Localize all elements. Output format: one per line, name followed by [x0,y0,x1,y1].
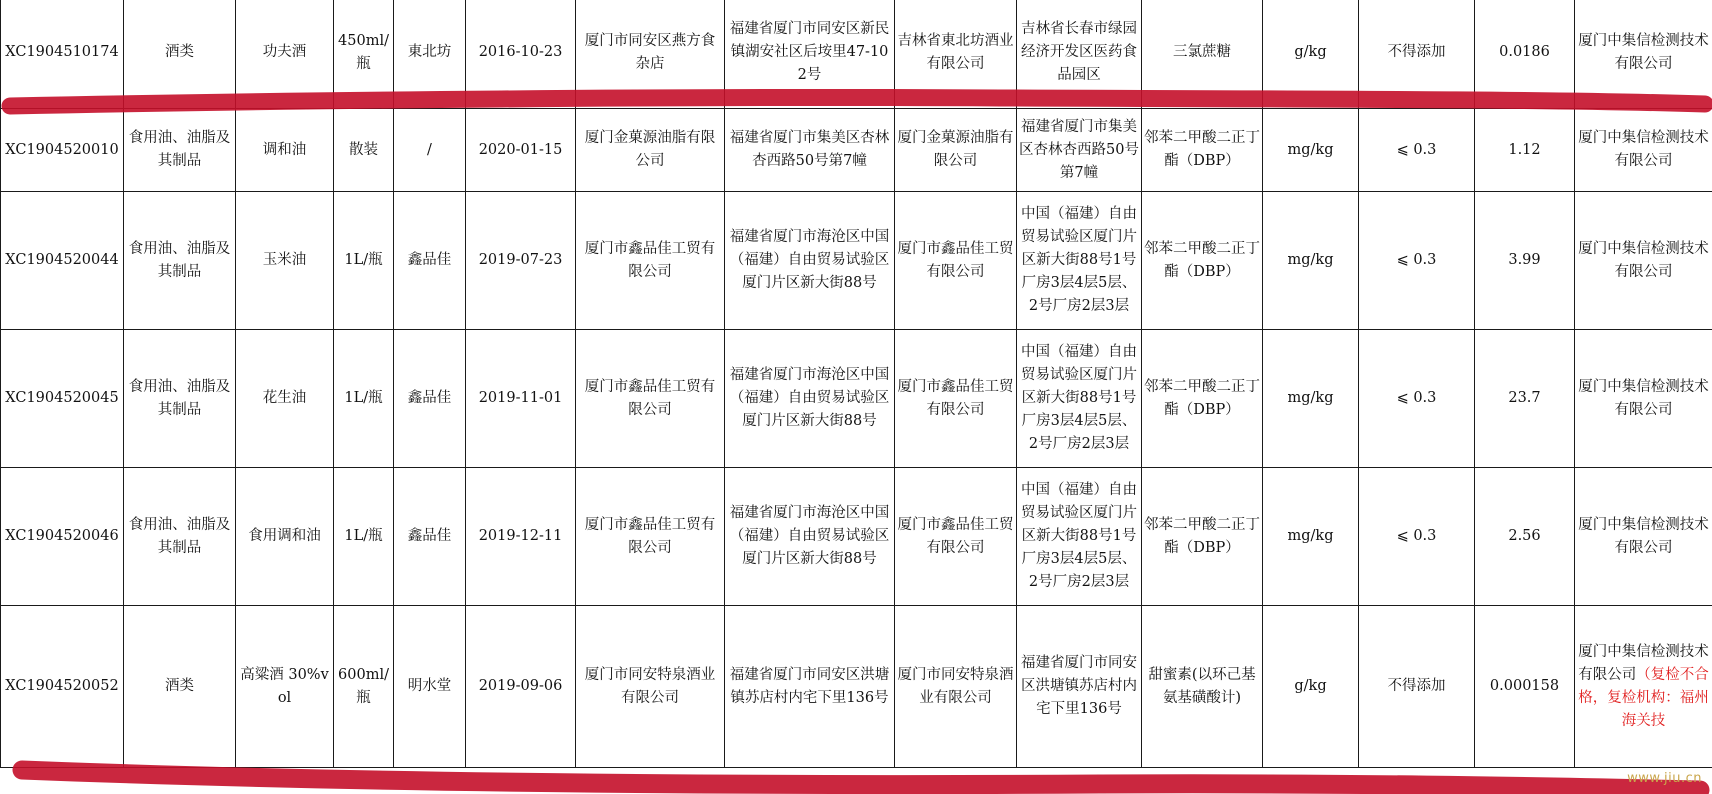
cell-unit: mg/kg [1263,468,1359,606]
cell-category: 食用油、油脂及其制品 [124,192,236,330]
cell-id: XC1904520045 [1,330,124,468]
cell-standard: 不得添加 [1359,0,1475,109]
cell-item: 邻苯二甲酸二正丁酯（DBP） [1142,468,1263,606]
cell-agency [1575,0,1712,109]
agency-text: 厦门中集信检测技术有限公司 [1578,643,1709,683]
cell-unit: g/kg [1263,606,1359,768]
cell-date: 2019-11-01 [466,330,576,468]
cell-result: 23.7 [1475,330,1575,468]
cell-item: 邻苯二甲酸二正丁酯（DBP） [1142,192,1263,330]
cell-maker: 厦门市鑫品佳工贸有限公司 [895,192,1017,330]
cell-result: 0.000158 [1475,606,1575,768]
cell-brand: 東北坊 [394,0,466,109]
cell-category: 酒类 [124,0,236,109]
cell-brand: 鑫品佳 [394,330,466,468]
cell-id: XC1904520044 [1,192,124,330]
cell-name: 功夫酒 [236,0,334,109]
cell-standard: ⩽ 0.3 [1359,468,1475,606]
agency-text: 厦门中集信检测技术有限公司 [1578,516,1709,556]
cell-unit: g/kg [1263,0,1359,109]
cell-sampled-address: 福建省厦门市海沧区中国（福建）自由贸易试验区厦门片区新大街88号 [725,192,895,330]
cell-name: 调和油 [236,109,334,192]
cell-unit: mg/kg [1263,109,1359,192]
cell-standard: 不得添加 [1359,606,1475,768]
cell-date: 2020-01-15 [466,109,576,192]
watermark-text: www.jiu.cn [1627,771,1702,786]
cell-maker-address: 中国（福建）自由贸易试验区厦门片区新大街88号1号厂房3层4层5层、2号厂房2层3层 [1017,330,1142,468]
cell-sampled-address: 福建省厦门市海沧区中国（福建）自由贸易试验区厦门片区新大街88号 [725,468,895,606]
cell-result: 3.99 [1475,192,1575,330]
cell-sampled-address: 福建省厦门市海沧区中国（福建）自由贸易试验区厦门片区新大街88号 [725,330,895,468]
cell-category: 酒类 [124,606,236,768]
cell-maker: 厦门金菓源油脂有限公司 [895,109,1017,192]
cell-sampled-address: 福建省厦门市集美区杏林杏西路50号第7幢 [725,109,895,192]
table-row [1,0,1712,109]
cell-category: 食用油、油脂及其制品 [124,330,236,468]
table-row [1,192,1712,330]
cell-brand: 鑫品佳 [394,468,466,606]
cell-agency [1575,468,1712,606]
red-marker-stroke-bottom [22,770,1700,790]
cell-spec: 1L/瓶 [334,468,394,606]
cell-result: 0.0186 [1475,0,1575,109]
cell-date: 2019-07-23 [466,192,576,330]
cell-result: 2.56 [1475,468,1575,606]
cell-spec: 450ml/瓶 [334,0,394,109]
cell-agency [1575,192,1712,330]
cell-maker-address: 中国（福建）自由贸易试验区厦门片区新大街88号1号厂房3层4层5层、2号厂房2层3层 [1017,192,1142,330]
cell-sampled-unit: 厦门金菓源油脂有限公司 [576,109,725,192]
cell-name: 食用调和油 [236,468,334,606]
cell-standard: ⩽ 0.3 [1359,192,1475,330]
cell-id: XC1904520046 [1,468,124,606]
table-row [1,109,1712,192]
cell-sampled-unit: 厦门市同安区燕方食杂店 [576,0,725,109]
table-row [1,606,1712,768]
cell-id: XC1904520052 [1,606,124,768]
cell-category: 食用油、油脂及其制品 [124,468,236,606]
cell-spec: 散装 [334,109,394,192]
cell-maker-address: 中国（福建）自由贸易试验区厦门片区新大街88号1号厂房3层4层5层、2号厂房2层3层 [1017,468,1142,606]
agency-text: 厦门中集信检测技术有限公司 [1578,378,1709,418]
cell-result: 1.12 [1475,109,1575,192]
cell-spec: 600ml/瓶 [334,606,394,768]
cell-date: 2016-10-23 [466,0,576,109]
recheck-note: （复检不合格，复检机构：福州海关技 [1578,666,1709,729]
cell-item: 邻苯二甲酸二正丁酯（DBP） [1142,330,1263,468]
cell-sampled-address: 福建省厦门市同安区新民镇湖安社区后垵里47-102号 [725,0,895,109]
cell-sampled-unit: 厦门市鑫品佳工贸有限公司 [576,468,725,606]
cell-brand: 鑫品佳 [394,192,466,330]
cell-item: 甜蜜素(以环己基氨基磺酸计) [1142,606,1263,768]
cell-date: 2019-09-06 [466,606,576,768]
cell-sampled-unit: 厦门市鑫品佳工贸有限公司 [576,330,725,468]
cell-name: 花生油 [236,330,334,468]
cell-agency [1575,109,1712,192]
table-row [1,330,1712,468]
cell-item: 邻苯二甲酸二正丁酯（DBP） [1142,109,1263,192]
cell-maker: 厦门市鑫品佳工贸有限公司 [895,468,1017,606]
cell-standard: ⩽ 0.3 [1359,330,1475,468]
cell-maker: 厦门市同安特泉酒业有限公司 [895,606,1017,768]
cell-id: XC1904520010 [1,109,124,192]
cell-spec: 1L/瓶 [334,330,394,468]
cell-category: 食用油、油脂及其制品 [124,109,236,192]
agency-text: 厦门中集信检测技术有限公司 [1578,32,1709,72]
table-row [1,468,1712,606]
cell-standard: ⩽ 0.3 [1359,109,1475,192]
table-body [1,0,1712,768]
cell-name: 高粱酒 30%vol [236,606,334,768]
cell-maker: 吉林省東北坊酒业有限公司 [895,0,1017,109]
cell-sampled-unit: 厦门市同安特泉酒业有限公司 [576,606,725,768]
cell-id: XC1904510174 [1,0,124,109]
cell-item: 三氯蔗糖 [1142,0,1263,109]
cell-maker-address: 福建省厦门市集美区杏林杏西路50号第7幢 [1017,109,1142,192]
cell-name: 玉米油 [236,192,334,330]
cell-maker: 厦门市鑫品佳工贸有限公司 [895,330,1017,468]
cell-agency [1575,330,1712,468]
agency-text: 厦门中集信检测技术有限公司 [1578,240,1709,280]
cell-sampled-unit: 厦门市鑫品佳工贸有限公司 [576,192,725,330]
cell-maker-address: 福建省厦门市同安区洪塘镇苏店村内宅下里136号 [1017,606,1142,768]
cell-date: 2019-12-11 [466,468,576,606]
cell-maker-address: 吉林省长春市绿园经济开发区医药食品园区 [1017,0,1142,109]
cell-unit: mg/kg [1263,330,1359,468]
cell-agency [1575,606,1712,768]
cell-sampled-address: 福建省厦门市同安区洪塘镇苏店村内宅下里136号 [725,606,895,768]
cell-brand: 明水堂 [394,606,466,768]
cell-spec: 1L/瓶 [334,192,394,330]
cell-brand: / [394,109,466,192]
agency-text: 厦门中集信检测技术有限公司 [1578,130,1709,169]
cell-unit: mg/kg [1263,192,1359,330]
